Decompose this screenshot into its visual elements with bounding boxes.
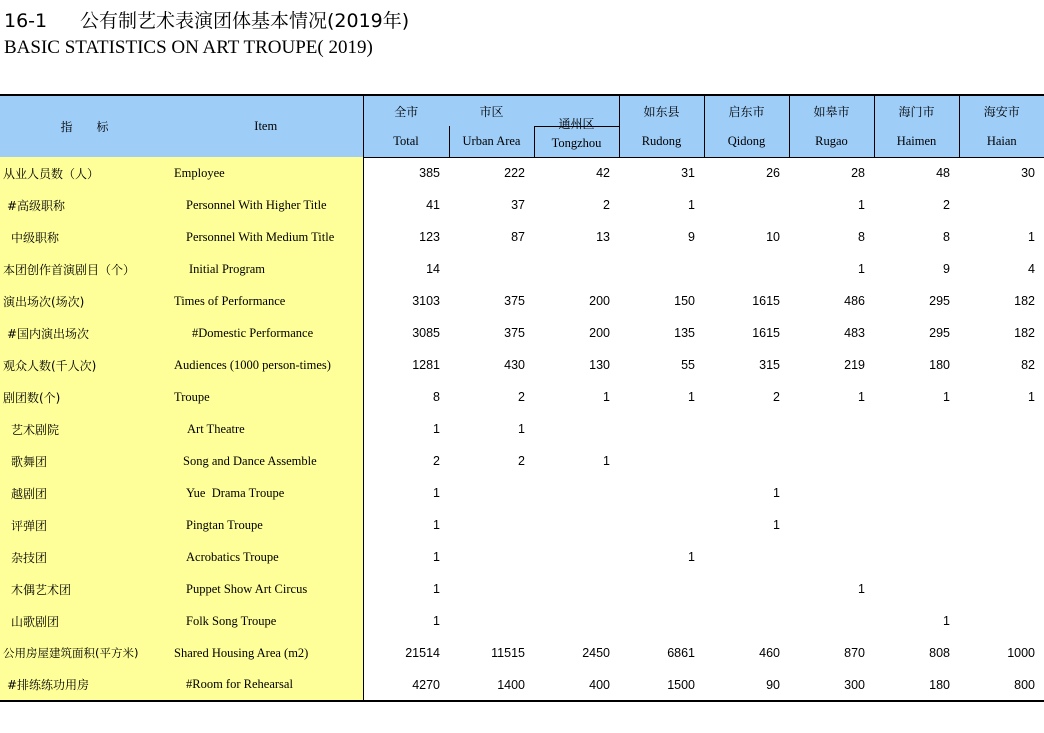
row-label-en-text: Initial Program [189,261,266,276]
cell-rudong: 6861 [667,646,695,660]
row-label-cn: 从业人员数（人） [0,157,169,189]
statistics-table [0,94,1044,702]
cell-haimen [874,509,959,541]
table-row [0,317,1044,349]
cell-rugao: 1 [858,198,865,212]
row-label-en [169,253,363,285]
cell-rugao [789,509,874,541]
header-col-en: Rudong [619,126,704,157]
row-label-cn: 歌舞团 [0,445,169,477]
header-col-cn: 如皋市 [789,95,874,126]
row-label-en [169,573,363,605]
header-col-tongzhou [534,116,619,157]
cell-tongzhou: 13 [596,230,610,244]
row-label-cn: 杂技团 [0,541,169,573]
cell-haian: 82 [1021,358,1035,372]
row-label-cn: 演出场次(场次) [0,285,169,317]
cell-rudong: 150 [674,294,695,308]
cell-tongzhou: 2450 [582,646,610,660]
cell-tongzhou [534,541,619,573]
row-label-cn: 木偶艺术团 [0,573,169,605]
row-label-cn: 越剧团 [0,477,169,509]
cell-haimen: 8 [943,230,950,244]
cell-haimen: 48 [936,166,950,181]
cell-rugao: 486 [844,294,865,308]
cell-total: 14 [426,262,440,276]
cell-urban [449,541,534,573]
table-row [0,509,1044,541]
cell-qidong [704,253,789,285]
cell-haimen: 1 [943,390,950,404]
cell-urban: 37 [511,198,525,212]
cell-rudong: 1500 [619,669,704,701]
row-label-cn: #排练练功用房 [0,669,169,701]
cell-rudong: 55 [681,358,695,372]
cell-rudong: 135 [674,326,695,340]
row-label-en [169,157,363,189]
cell-tongzhou: 42 [596,166,610,181]
cell-rudong [619,413,704,445]
header-col-cn: 如东县 [619,95,704,126]
cell-qidong [704,445,789,477]
cell-rugao [789,605,874,637]
row-label-en-text: #Domestic Performance [192,325,314,340]
cell-qidong: 315 [759,358,780,372]
row-label-cn: 本团创作首演剧目（个） [0,253,169,285]
cell-total: 123 [419,230,440,244]
row-label-cn: 评弹团 [0,509,169,541]
cell-tongzhou: 1 [603,390,610,404]
cell-urban: 430 [504,358,525,372]
row-label-en-text: Yue Drama Troupe [186,485,285,500]
cell-total: 1 [433,422,440,436]
cell-urban: 2 [518,390,525,404]
row-label-en-text: Folk Song Troupe [186,613,277,628]
cell-total: 1281 [412,358,440,372]
row-label-en-text: Personnel With Medium Title [186,229,335,244]
cell-rugao: 1 [858,582,865,596]
cell-haimen [874,445,959,477]
row-label-cn: 剧团数(个) [0,381,169,413]
cell-tongzhou: 400 [534,669,619,701]
row-label-en [169,605,363,637]
row-label-en-text: Puppet Show Art Circus [186,581,308,596]
row-label-en-text: Employee [174,165,225,180]
cell-haimen [874,413,959,445]
cell-rudong [619,253,704,285]
table-row [0,445,1044,477]
cell-haimen: 9 [943,262,950,276]
cell-total: 1 [433,486,440,500]
cell-rugao: 300 [789,669,874,701]
cell-haian: 30 [1021,166,1035,181]
cell-qidong: 1 [773,486,780,500]
cell-qidong: 460 [759,646,780,660]
row-label-cn: 中级职称 [0,221,169,253]
cell-qidong: 1 [773,518,780,532]
cell-urban [449,253,534,285]
cell-qidong [704,541,789,573]
header-col-cn: 启东市 [704,95,789,126]
cell-rudong: 1 [688,390,695,404]
row-label-en-text: Song and Dance Assemble [183,453,317,468]
row-label-en [169,381,363,413]
table-row [0,253,1044,285]
cell-total: 2 [433,454,440,468]
row-label-cn: #高级职称 [0,189,169,221]
cell-haimen: 180 [929,358,950,372]
cell-rugao [789,477,874,509]
header-col-en: Total [363,126,449,157]
cell-haimen: 2 [943,198,950,212]
table-row [0,413,1044,445]
cell-tongzhou: 200 [589,294,610,308]
row-label-cn: 山歌剧团 [0,605,169,637]
cell-qidong [704,605,789,637]
cell-rudong [619,445,704,477]
row-label-en-text: Troupe [174,389,210,404]
cell-qidong: 1615 [752,294,780,308]
cell-haian: 4 [1028,262,1035,276]
cell-urban [449,477,534,509]
cell-rugao: 870 [844,646,865,660]
table-row [0,669,1044,701]
cell-haian [959,477,1044,509]
cell-haimen [874,573,959,605]
cell-total: 1 [433,614,440,628]
cell-rugao [789,445,874,477]
cell-urban: 375 [504,294,525,308]
cell-rugao [789,413,874,445]
cell-rugao: 219 [844,358,865,372]
cell-haian [959,189,1044,221]
row-label-en-text: Pingtan Troupe [186,517,263,532]
row-label-en [169,637,363,669]
table-row [0,541,1044,573]
cell-haian: 1 [1028,230,1035,244]
header-item: Item [169,95,363,157]
row-label-en [169,189,363,221]
cell-total: 385 [419,166,440,181]
cell-haimen [874,541,959,573]
row-label-en [169,509,363,541]
cell-rudong [619,509,704,541]
cell-tongzhou [534,509,619,541]
cell-haimen: 295 [929,326,950,340]
page-title-en: BASIC STATISTICS ON ART TROUPE( 2019) [4,37,373,58]
cell-rudong: 9 [688,230,695,244]
cell-urban: 1400 [449,669,534,701]
header-col-en: Rugao [789,126,874,157]
cell-total: 3085 [412,326,440,340]
cell-haian [959,541,1044,573]
cell-haimen: 180 [874,669,959,701]
cell-tongzhou [534,253,619,285]
header-col-en: Tongzhou [551,135,602,150]
row-label-en [169,285,363,317]
cell-rugao: 1 [858,262,865,276]
cell-qidong: 10 [766,230,780,244]
cell-rudong [619,605,704,637]
cell-rugao: 28 [851,166,865,181]
table-row [0,637,1044,669]
row-label-en [169,413,363,445]
row-label-en-text: Shared Housing Area (m2) [174,645,309,660]
cell-rugao: 1 [858,390,865,404]
table-row [0,285,1044,317]
cell-urban: 11515 [491,646,525,660]
cell-haian: 800 [959,669,1044,701]
row-label-cn: #国内演出场次 [0,317,169,349]
cell-haimen: 808 [929,646,950,660]
cell-urban: 375 [504,326,525,340]
cell-haian: 182 [1014,294,1035,308]
cell-tongzhou: 2 [603,198,610,212]
cell-tongzhou [534,573,619,605]
row-label-en [169,669,363,701]
cell-rudong [619,573,704,605]
table-header [0,95,1044,157]
cell-qidong: 26 [766,166,780,181]
cell-rudong [619,477,704,509]
header-col-cn: 海安市 [959,95,1044,126]
cell-haian [959,509,1044,541]
page-title-cn [4,6,409,32]
cell-haimen: 1 [943,614,950,628]
cell-haian: 1 [1028,390,1035,404]
cell-rugao: 483 [844,326,865,340]
cell-haimen [874,477,959,509]
row-label-en-text: Art Theatre [187,421,245,436]
header-col-en: Urban Area [449,126,534,157]
cell-urban: 2 [518,454,525,468]
title-cn-text: 公有制艺术表演团体基本情况(2019年) [80,10,410,32]
cell-urban: 87 [511,230,525,244]
cell-haimen: 295 [929,294,950,308]
row-label-en-text: #Room for Rehearsal [186,677,293,691]
cell-tongzhou [534,413,619,445]
cell-haian [959,605,1044,637]
row-label-en [169,349,363,381]
table-number: 16-1 [4,10,48,32]
cell-rudong: 1 [688,550,695,564]
cell-total: 41 [426,198,440,212]
cell-qidong: 90 [704,669,789,701]
cell-tongzhou: 200 [589,326,610,340]
cell-urban [449,605,534,637]
header-col-cn: 市区 [449,95,534,126]
cell-total: 4270 [363,669,449,701]
table-row [0,349,1044,381]
cell-rudong: 31 [681,166,695,181]
row-label-en-text: Audiences (1000 person-times) [174,357,331,372]
cell-urban [449,509,534,541]
cell-qidong: 1615 [752,326,780,340]
row-label-en [169,221,363,253]
cell-qidong [704,189,789,221]
cell-total: 21514 [405,646,440,660]
row-label-en-text: Acrobatics Troupe [186,549,279,564]
row-label-cn: 观众人数(千人次) [0,349,169,381]
cell-urban [449,573,534,605]
row-label-en [169,477,363,509]
cell-rugao [789,541,874,573]
table-row [0,477,1044,509]
cell-total: 3103 [412,294,440,308]
row-label-en-text: Personnel With Higher Title [186,197,327,212]
header-col-cn: 通州区 [558,116,595,131]
cell-tongzhou: 1 [603,454,610,468]
cell-qidong [704,573,789,605]
cell-total: 1 [433,582,440,596]
cell-haian: 1000 [1007,646,1035,660]
cell-tongzhou [534,605,619,637]
cell-tongzhou: 130 [589,358,610,372]
table-row [0,381,1044,413]
cell-rugao: 8 [858,230,865,244]
cell-qidong: 2 [773,390,780,404]
cell-haian [959,413,1044,445]
cell-total: 1 [433,550,440,564]
cell-total: 1 [433,518,440,532]
cell-tongzhou [534,477,619,509]
cell-haian [959,573,1044,605]
header-col-en: Haimen [874,126,959,157]
header-col-cn: 全市 [363,95,449,126]
row-label-en [169,541,363,573]
cell-total: 8 [433,390,440,404]
row-label-en [169,445,363,477]
row-label-cn: 艺术剧院 [0,413,169,445]
row-label-cn: 公用房屋建筑面积(平方米) [0,637,169,669]
header-indicator: 指 标 [0,95,169,157]
table-row [0,221,1044,253]
header-col-en: Qidong [704,126,789,157]
cell-haian [959,445,1044,477]
table-body [0,157,1044,701]
cell-rudong: 1 [688,198,695,212]
header-col-en: Haian [959,126,1044,157]
table-row [0,605,1044,637]
table-row [0,573,1044,605]
table-row [0,157,1044,189]
header-col-cn: 海门市 [874,95,959,126]
row-label-en-text: Times of Performance [174,293,286,308]
table-row [0,189,1044,221]
cell-urban: 1 [518,422,525,436]
cell-qidong [704,413,789,445]
cell-urban: 222 [504,166,525,181]
cell-haian: 182 [1014,326,1035,340]
row-label-en [169,317,363,349]
